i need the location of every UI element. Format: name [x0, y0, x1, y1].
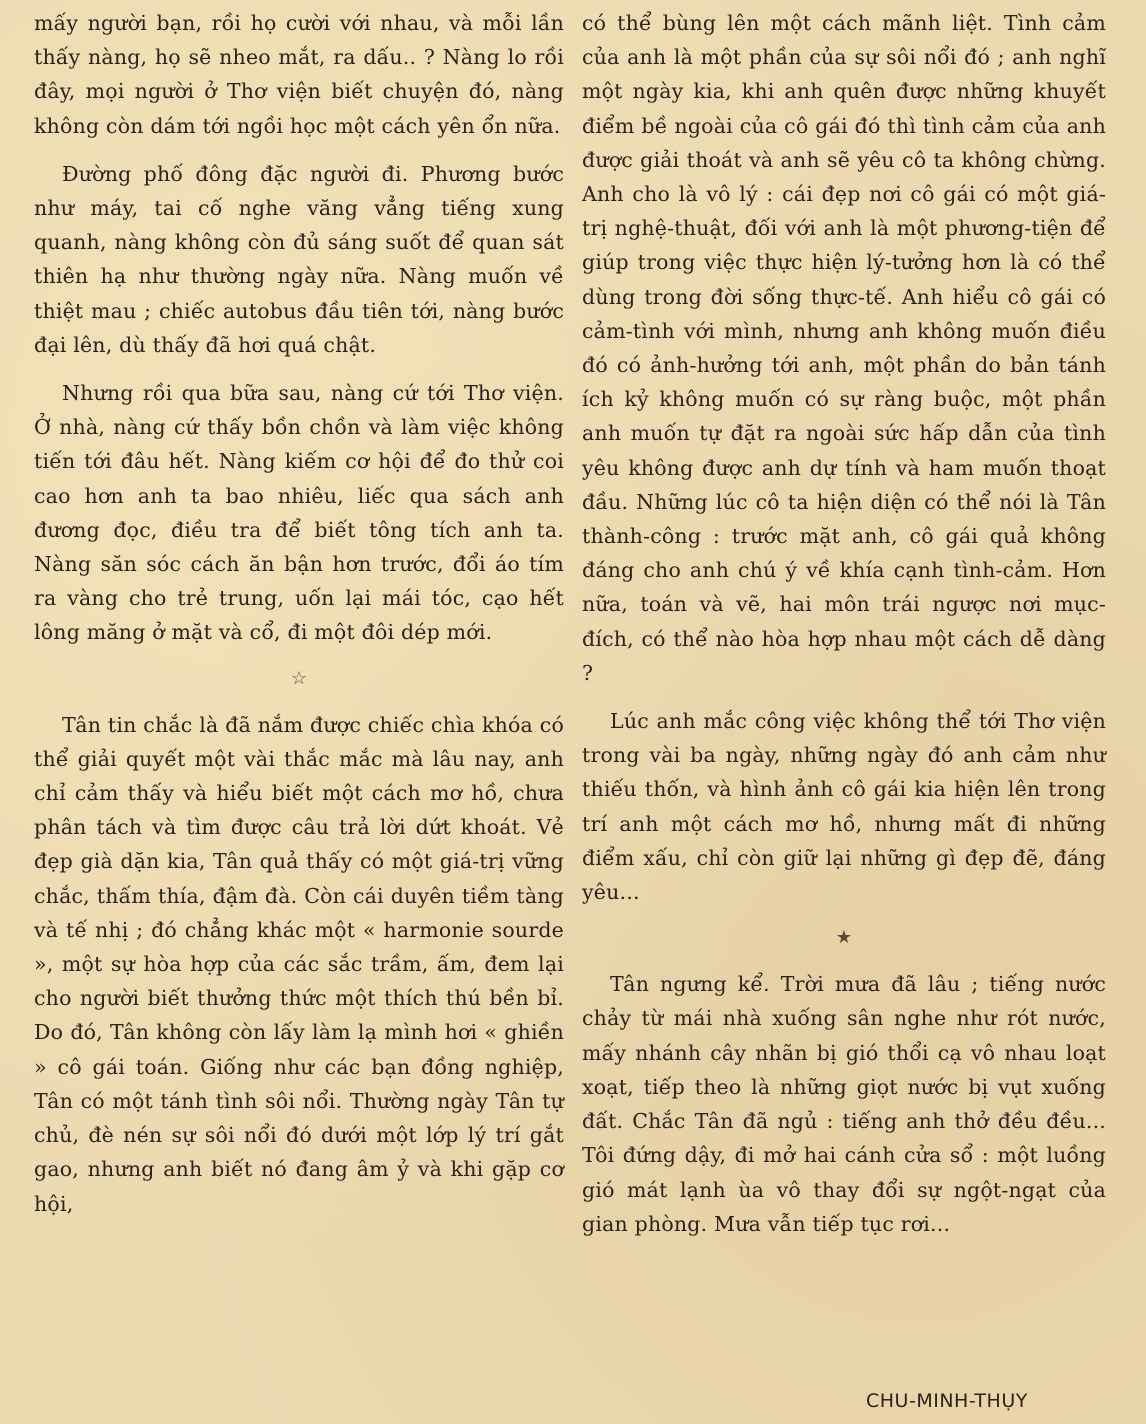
right-column — [582, 6, 1106, 1255]
left-column — [34, 6, 564, 1235]
section-separator: ☆ — [290, 667, 308, 689]
paragraph: Nhưng rồi qua bữa sau, nàng cứ tới Thơ viện. Ở nhà, nàng cứ thấy bồn chồn và làm việc không tiến tới đâu hết. Nàng kiếm cơ hội để đo thử coi cao hơn anh ta bao nhiêu, liếc qua sách anh đương đọc, điều tra để biết tông tích anh ta. Nàng săn sóc cách ăn bận hơn trước, đổi áo tím ra vàng cho trẻ trung, uốn lại mái tóc, cạo hết lông măng ở mặt và cổ, đi một đôi dép mới. — [34, 381, 564, 645]
paragraph: có thể bùng lên một cách mãnh liệt. Tình cảm của anh là một phần của sự sôi nổi đó ; anh nghĩ một ngày kia, khi anh quên được những khuyết điểm bề ngoài của cô gái đó thì tình cảm của anh được giải thoát và anh sẽ yêu cô ta không chừng. Anh cho là vô lý : cái đẹp nơi cô gái có một giá-trị nghệ-thuật, đối với anh là một phương-tiện để giúp trong việc thực hiện lý-tưởng hơn là có thể dùng trong đời sống thực-tế. Anh hiểu cô gái có cảm-tình với mình, nhưng anh không muốn điều đó có ảnh-hưởng tới anh, một phần do bản tánh ích kỷ không muốn có sự ràng buộc, một phần anh muốn tự đặt ra ngoài sức hấp dẫn của tình yêu không được anh dự tính và ham muốn thoạt đầu. Những lúc cô ta hiện diện có thể nói là Tân thành-công : trước mặt anh, cô gái quả không đáng cho anh chú ý về khía cạnh tình-cảm. Hơn nữa, toán và vẽ, hai môn trái ngược nơi mục-đích, có thể nào hòa hợp nhau một cách dễ dàng ? — [582, 11, 1106, 685]
paragraph: Đường phố đông đặc người đi. Phương bước như máy, tai cố nghe văng vẳng tiếng xung quanh, nàng không còn đủ sáng suốt để quan sát thiên hạ như thường ngày nữa. Nàng muốn về thiệt mau ; chiếc autobus đầu tiên tới, nàng bước đại lên, dù thấy đã hơi quá chật. — [34, 161, 564, 357]
paragraph: Lúc anh mắc công việc không thể tới Thơ viện trong vài ba ngày, những ngày đó anh cảm như thiếu thốn, và hình ảnh cô gái kia hiện lên trong trí anh một cách mơ hồ, nhưng mất đi những điểm xấu, chỉ còn giữ lại những gì đẹp đẽ, đáng yêu... — [582, 709, 1106, 905]
paragraph: mấy người bạn, rồi họ cười với nhau, và mỗi lần thấy nàng, họ sẽ nheo mắt, ra dấu.. ? Nàng lo rồi đây, mọi người ở Thơ viện biết chuyện đó, nàng không còn dám tới ngồi học một cách yên ổn nữa. — [34, 11, 564, 138]
paragraph: Tân ngưng kể. Trời mưa đã lâu ; tiếng nước chảy từ mái nhà xuống sân nghe như rót nước, mấy nhánh cây nhãn bị gió thổi cạ vô nhau loạt xoạt, tiếp theo là những giọt nước bị vụt xuống đất. Chắc Tân đã ngủ : tiếng anh thở đều đều... Tôi đứng dậy, đi mở hai cánh cửa sổ : một luồng gió mát lạnh ùa vô thay đổi sự ngột-ngạt của gian phòng. Mưa vẫn tiếp tục rơi... — [582, 972, 1106, 1236]
author-signature: CHU-MINH-THỤY — [866, 1390, 1028, 1412]
section-separator: ★ — [835, 927, 853, 949]
paragraph: Tân tin chắc là đã nắm được chiếc chìa khóa có thể giải quyết một vài thắc mắc mà lâu nay, anh chỉ cảm thấy và hiểu biết một cách mơ hồ, chưa phân tách và tìm được câu trả lời dứt khoát. Vẻ đẹp già dặn kia, Tân quả thấy có một giá-trị vững chắc, thấm thía, đậm đà. Còn cái duyên tiềm tàng và tế nhị ; đó chẳng khác một « harmonie sourde », một sự hòa hợp của các sắc trầm, ấm, đem lại cho người biết thưởng thức một thích thú bền bỉ. Do đó, Tân không còn lấy làm lạ mình hơi « ghiền » cô gái toán. Giống như các bạn đồng nghiệp, Tân có một tánh tình sôi nổi. Thường ngày Tân tự chủ, đè nén sự sôi nổi đó dưới một lớp lý trí gắt gao, nhưng anh biết nó đang âm ỷ và khi gặp cơ hội, — [34, 712, 564, 1216]
